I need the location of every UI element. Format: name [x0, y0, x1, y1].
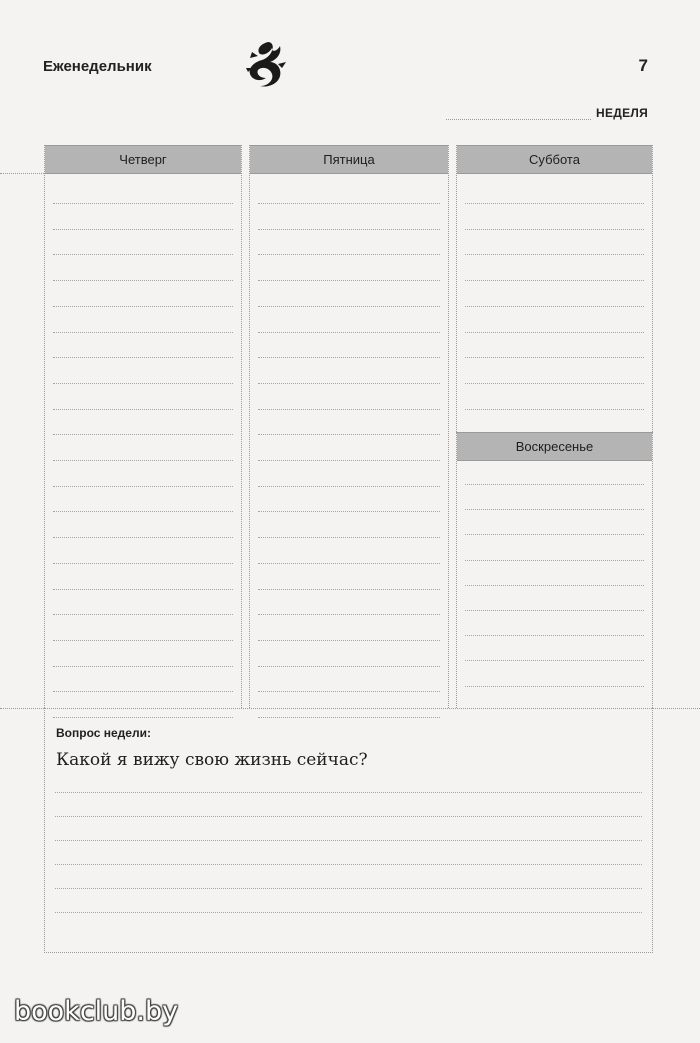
writing-line	[53, 383, 233, 384]
writing-line	[53, 563, 233, 564]
writing-line	[465, 229, 644, 230]
writing-line	[465, 409, 644, 410]
writing-line	[53, 640, 233, 641]
writing-line	[53, 332, 233, 333]
writing-line	[258, 486, 440, 487]
writing-line	[53, 229, 233, 230]
writing-line	[465, 509, 644, 510]
writing-line	[465, 585, 644, 586]
writing-line	[53, 203, 233, 204]
writing-line	[465, 610, 644, 611]
answer-line	[55, 840, 642, 841]
page-number: 7	[638, 56, 648, 75]
writing-line	[258, 434, 440, 435]
thursday-column	[44, 145, 242, 708]
writing-line	[465, 383, 644, 384]
writing-line	[258, 306, 440, 307]
writing-line	[53, 306, 233, 307]
saturday-header: Суббота	[457, 145, 652, 174]
writing-line	[53, 486, 233, 487]
writing-line	[258, 511, 440, 512]
thursday-header: Четверг	[45, 145, 241, 174]
writing-line	[53, 666, 233, 667]
writing-line	[465, 686, 644, 687]
writing-line	[53, 537, 233, 538]
sunday-header: Воскресенье	[457, 432, 652, 461]
question-box	[44, 708, 653, 953]
answer-line	[55, 888, 642, 889]
writing-line	[465, 484, 644, 485]
writing-line	[258, 383, 440, 384]
answer-line	[55, 792, 642, 793]
writing-line	[465, 660, 644, 661]
week-number-line	[446, 119, 591, 120]
writing-line	[258, 280, 440, 281]
writing-line	[258, 409, 440, 410]
friday-header: Пятница	[250, 145, 448, 174]
writing-line	[465, 534, 644, 535]
dragon-icon	[238, 38, 290, 90]
edge-divider	[0, 173, 44, 174]
writing-line	[53, 409, 233, 410]
question-label: Вопрос недели:	[56, 726, 151, 740]
sunday-column	[456, 432, 653, 708]
writing-line	[53, 357, 233, 358]
writing-line	[53, 280, 233, 281]
writing-line	[258, 357, 440, 358]
week-label: НЕДЕЛЯ	[596, 106, 649, 120]
writing-line	[53, 511, 233, 512]
writing-line	[53, 460, 233, 461]
writing-line	[258, 691, 440, 692]
writing-line	[258, 229, 440, 230]
writing-line	[258, 563, 440, 564]
writing-line	[465, 635, 644, 636]
saturday-column	[456, 145, 653, 432]
writing-line	[53, 434, 233, 435]
writing-line	[53, 614, 233, 615]
writing-line	[258, 254, 440, 255]
writing-line	[53, 691, 233, 692]
writing-line	[465, 560, 644, 561]
writing-line	[258, 640, 440, 641]
friday-column	[249, 145, 449, 708]
writing-line	[258, 203, 440, 204]
answer-line	[55, 816, 642, 817]
watermark: bookclub.by	[14, 996, 179, 1027]
writing-line	[258, 460, 440, 461]
writing-line	[465, 357, 644, 358]
writing-line	[465, 332, 644, 333]
writing-line	[53, 589, 233, 590]
writing-line	[258, 589, 440, 590]
writing-line	[258, 332, 440, 333]
writing-line	[465, 306, 644, 307]
writing-line	[465, 203, 644, 204]
writing-line	[465, 280, 644, 281]
writing-line	[258, 666, 440, 667]
answer-line	[55, 912, 642, 913]
writing-line	[53, 254, 233, 255]
writing-line	[258, 614, 440, 615]
question-text: Какой я вижу свою жизнь сейчас?	[56, 750, 368, 770]
writing-line	[465, 254, 644, 255]
planner-title: Еженедельник	[43, 58, 152, 75]
writing-line	[258, 537, 440, 538]
answer-line	[55, 864, 642, 865]
